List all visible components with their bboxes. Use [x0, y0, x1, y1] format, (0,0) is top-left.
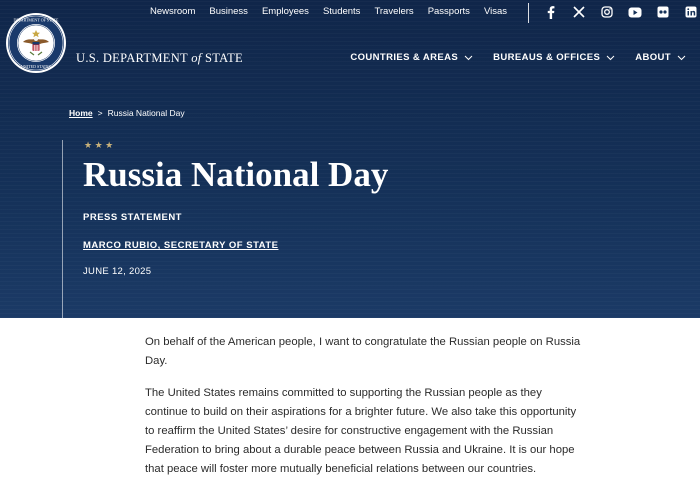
main-nav	[330, 52, 686, 63]
linkedin-icon[interactable]	[680, 4, 700, 20]
nav-about[interactable]	[635, 52, 686, 63]
x-icon[interactable]	[568, 4, 590, 20]
brand-of: of	[191, 51, 202, 65]
breadcrumb-separator: >	[97, 108, 103, 118]
publish-date: JUNE 12, 2025	[83, 266, 152, 277]
flickr-icon[interactable]	[652, 4, 674, 20]
author-link[interactable]: MARCO RUBIO, SECRETARY OF STATE	[83, 240, 279, 251]
breadcrumb-current: Russia National Day	[107, 108, 185, 118]
breadcrumb	[69, 108, 185, 118]
utility-link-students[interactable]: Students	[322, 6, 361, 17]
chevron-down-icon	[677, 55, 686, 61]
utility-link-passports[interactable]: Passports	[427, 6, 470, 17]
utility-links	[136, 6, 507, 17]
svg-text:DEPARTMENT OF STATE: DEPARTMENT OF STATE	[13, 17, 59, 23]
brand-suffix: STATE	[204, 51, 243, 65]
utility-link-visas[interactable]: Visas	[483, 6, 507, 17]
utility-link-newsroom[interactable]: Newsroom	[149, 6, 196, 17]
stars-decoration	[84, 140, 117, 151]
breadcrumb-home[interactable]: Home	[69, 108, 93, 118]
nav-bureaus-offices[interactable]	[493, 52, 615, 63]
statement-body	[145, 333, 583, 478]
chevron-down-icon	[606, 55, 615, 61]
nav-about-label: ABOUT	[635, 52, 671, 63]
chevron-down-icon	[464, 55, 473, 61]
brand-wordmark[interactable]	[76, 51, 243, 66]
utility-link-business[interactable]: Business	[209, 6, 248, 17]
svg-text:UNITED STATES: UNITED STATES	[21, 64, 51, 69]
utility-link-travelers[interactable]: Travelers	[374, 6, 414, 17]
stars-icon: ★ ★ ★	[84, 140, 114, 150]
state-department-seal-icon[interactable]	[5, 12, 67, 74]
brand-prefix: U.S. DEPARTMENT	[76, 51, 188, 65]
utility-link-employees[interactable]: Employees	[261, 6, 309, 17]
body-paragraph: On behalf of the American people, I want to congratulate the Russian people on Russia Day.	[145, 336, 581, 367]
facebook-icon[interactable]	[540, 4, 562, 20]
statement-type: PRESS STATEMENT	[83, 212, 182, 223]
hero-divider-line	[62, 140, 63, 318]
nav-countries-areas-label: COUNTRIES & AREAS	[350, 52, 459, 63]
nav-bureaus-offices-label: BUREAUS & OFFICES	[493, 52, 601, 63]
page-title: Russia National Day	[83, 155, 389, 194]
body-paragraph: The United States remains committed to supporting the Russian people as they continue to build on their aspirations for a brighter future. We also take this opportunity to reaffirm the United States’ desire for constructive engagement with the Russian Federation to bring about a durable peace between Russia and Ukraine. It is our hope that peace will foster more mutually beneficial relations between our countries.	[145, 387, 577, 475]
utility-divider	[528, 3, 529, 23]
youtube-icon[interactable]	[624, 4, 646, 20]
social-links	[540, 4, 700, 20]
utility-nav	[0, 0, 700, 24]
nav-countries-areas[interactable]	[350, 52, 473, 63]
instagram-icon[interactable]	[596, 4, 618, 20]
